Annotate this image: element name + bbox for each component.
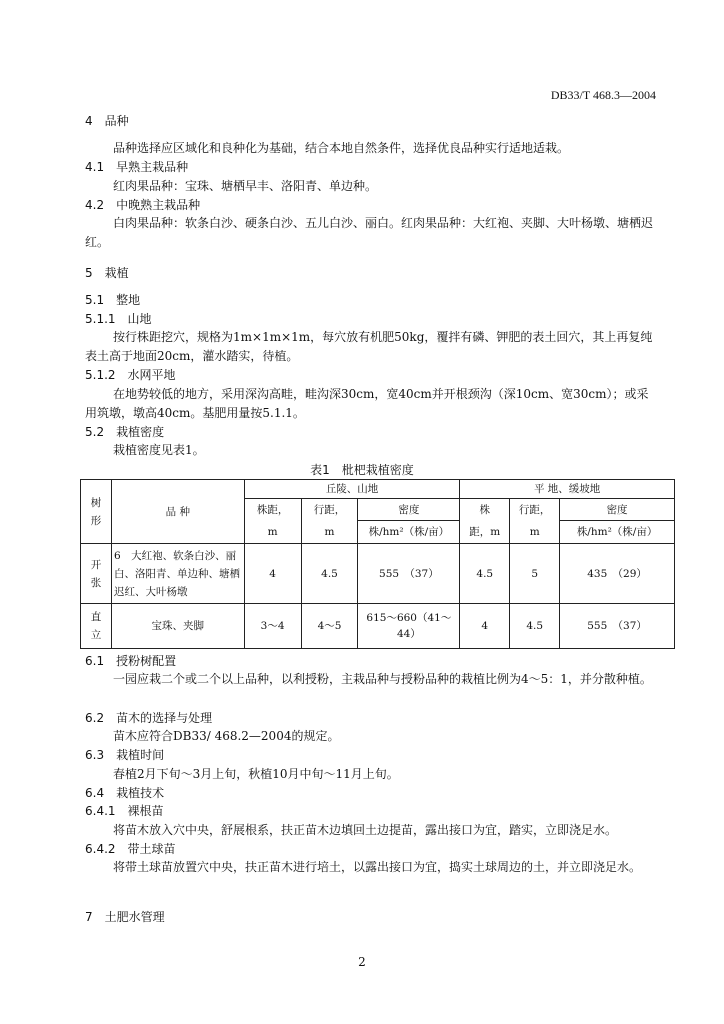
value-cell: 4.5 — [510, 604, 560, 649]
section-5-1-2-paragraph: 在地势较低的地方，采用深沟高畦，畦沟深30cm，宽40cm并开根颈沟（深10cm、宽30cm）；或采用筑墩，墩高40cm。基肥用量按5.1.1。 — [85, 387, 649, 420]
section-6-4-2-paragraph: 将带土球苗放置穴中央，扶正苗木进行培土，以露出接口为宜，捣实土球周边的土，并立即浇足水。 — [113, 860, 642, 874]
section-6-3-heading: 6.3 栽植时间 — [85, 748, 165, 762]
tree-form-cell: 开张 — [81, 544, 112, 604]
variety-cell: 宝珠、夹脚 — [111, 604, 244, 649]
value-cell: 555 （37） — [560, 604, 675, 649]
section-6-3-paragraph: 春植2月下旬～3月上旬，秋植10月中旬～11月上旬。 — [113, 767, 399, 781]
section-6-2-paragraph: 苗木应符合DB33/ 468.2—2004的规定。 — [113, 729, 340, 743]
section-6-4-1-paragraph: 将苗木放入穴中央，舒展根系，扶正苗木边填回土边提苗，露出接口为宜，踏实，立即浇足水。 — [113, 823, 618, 837]
section-5-2-paragraph: 栽植密度见表1。 — [113, 443, 205, 457]
section-5-1-2-heading: 5.1.2 水网平地 — [85, 368, 176, 382]
value-cell: 4.5 — [301, 544, 358, 604]
section-4-2-paragraph: 白肉果品种：软条白沙、硬条白沙、五儿白沙、丽白。红肉果品种：大红袍、夹脚、大叶杨墩、塘栖迟红。 — [85, 216, 654, 249]
section-4-paragraph: 品种选择应区域化和良种化为基础，结合本地自然条件，选择优良品种实行适地适栽。 — [113, 141, 570, 155]
header-flat-density-unit: 株/hm²（株/亩） — [560, 521, 675, 544]
header-hill-row-spacing: 行距， m — [301, 499, 358, 544]
section-4-1-paragraph: 红肉果品种：宝珠、塘栖早丰、洛阳青、单边种。 — [113, 179, 378, 193]
value-cell: 4 — [460, 604, 510, 649]
page-number: 2 — [358, 955, 366, 969]
section-5-2-heading: 5.2 栽植密度 — [85, 425, 165, 439]
header-flat: 平 地、缓坡地 — [460, 480, 675, 499]
section-5-1-1-paragraph: 按行株距挖穴，规格为1m×1m×1m，每穴放有机肥50kg，覆拌有磷、钾肥的表土回穴，其上再复纯表土高于地面20cm，灌水踏实，待植。 — [85, 330, 653, 363]
variety-cell: 6 大红袍、软条白沙、丽白、洛阳青、单边种、塘栖迟红、大叶杨墩 — [111, 544, 244, 604]
table-caption: 表1 枇杷栽植密度 — [310, 463, 414, 477]
header-tree-form: 树形 — [81, 480, 112, 544]
value-cell: 4～5 — [301, 604, 358, 649]
header-flat-plant-spacing: 株 距，m — [460, 499, 510, 544]
section-4-1-heading: 4.1 早熟主栽品种 — [85, 160, 189, 174]
section-6-4-heading: 6.4 栽植技术 — [85, 786, 165, 800]
header-flat-row-spacing: 行距， m — [510, 499, 560, 544]
header-flat-density: 密度 — [560, 499, 675, 521]
section-6-4-2-heading: 6.4.2 带土球苗 — [85, 842, 176, 856]
section-6-4-1-heading: 6.4.1 裸根苗 — [85, 804, 164, 818]
value-cell: 615～660（41～44） — [358, 604, 460, 649]
value-cell: 3～4 — [244, 604, 301, 649]
value-cell: 435 （29） — [560, 544, 675, 604]
header-hill: 丘陵、山地 — [244, 480, 460, 499]
header-hill-density-unit: 株/hm²（株/亩） — [358, 521, 460, 544]
section-7-heading: 7 土肥水管理 — [85, 910, 165, 924]
header-hill-plant-spacing: 株距， m — [244, 499, 301, 544]
section-6-1-heading: 6.1 授粉树配置 — [85, 654, 177, 668]
section-5-heading: 5 栽植 — [85, 266, 129, 280]
section-6-1-paragraph: 一园应栽二个或二个以上品种，以利授粉，主栽品种与授粉品种的栽植比例为4～5：1，并分散种植。 — [113, 672, 652, 686]
value-cell: 4 — [244, 544, 301, 604]
tree-form-cell: 直立 — [81, 604, 112, 649]
value-cell: 555 （37） — [358, 544, 460, 604]
value-cell: 4.5 — [460, 544, 510, 604]
section-4-2-heading: 4.2 中晚熟主栽品种 — [85, 198, 201, 212]
planting-density-table — [80, 479, 675, 649]
value-cell: 5 — [510, 544, 560, 604]
header-hill-density: 密度 — [358, 499, 460, 521]
section-6-2-heading: 6.2 苗木的选择与处理 — [85, 711, 213, 725]
header-variety: 品 种 — [111, 480, 244, 544]
section-4-heading: 4 品种 — [85, 114, 129, 128]
table-row — [81, 604, 675, 649]
section-5-1-1-heading: 5.1.1 山地 — [85, 312, 152, 326]
table-row — [81, 544, 675, 604]
document-code: DB33/T 468.3—2004 — [550, 88, 656, 102]
section-5-1-heading: 5.1 整地 — [85, 293, 141, 307]
